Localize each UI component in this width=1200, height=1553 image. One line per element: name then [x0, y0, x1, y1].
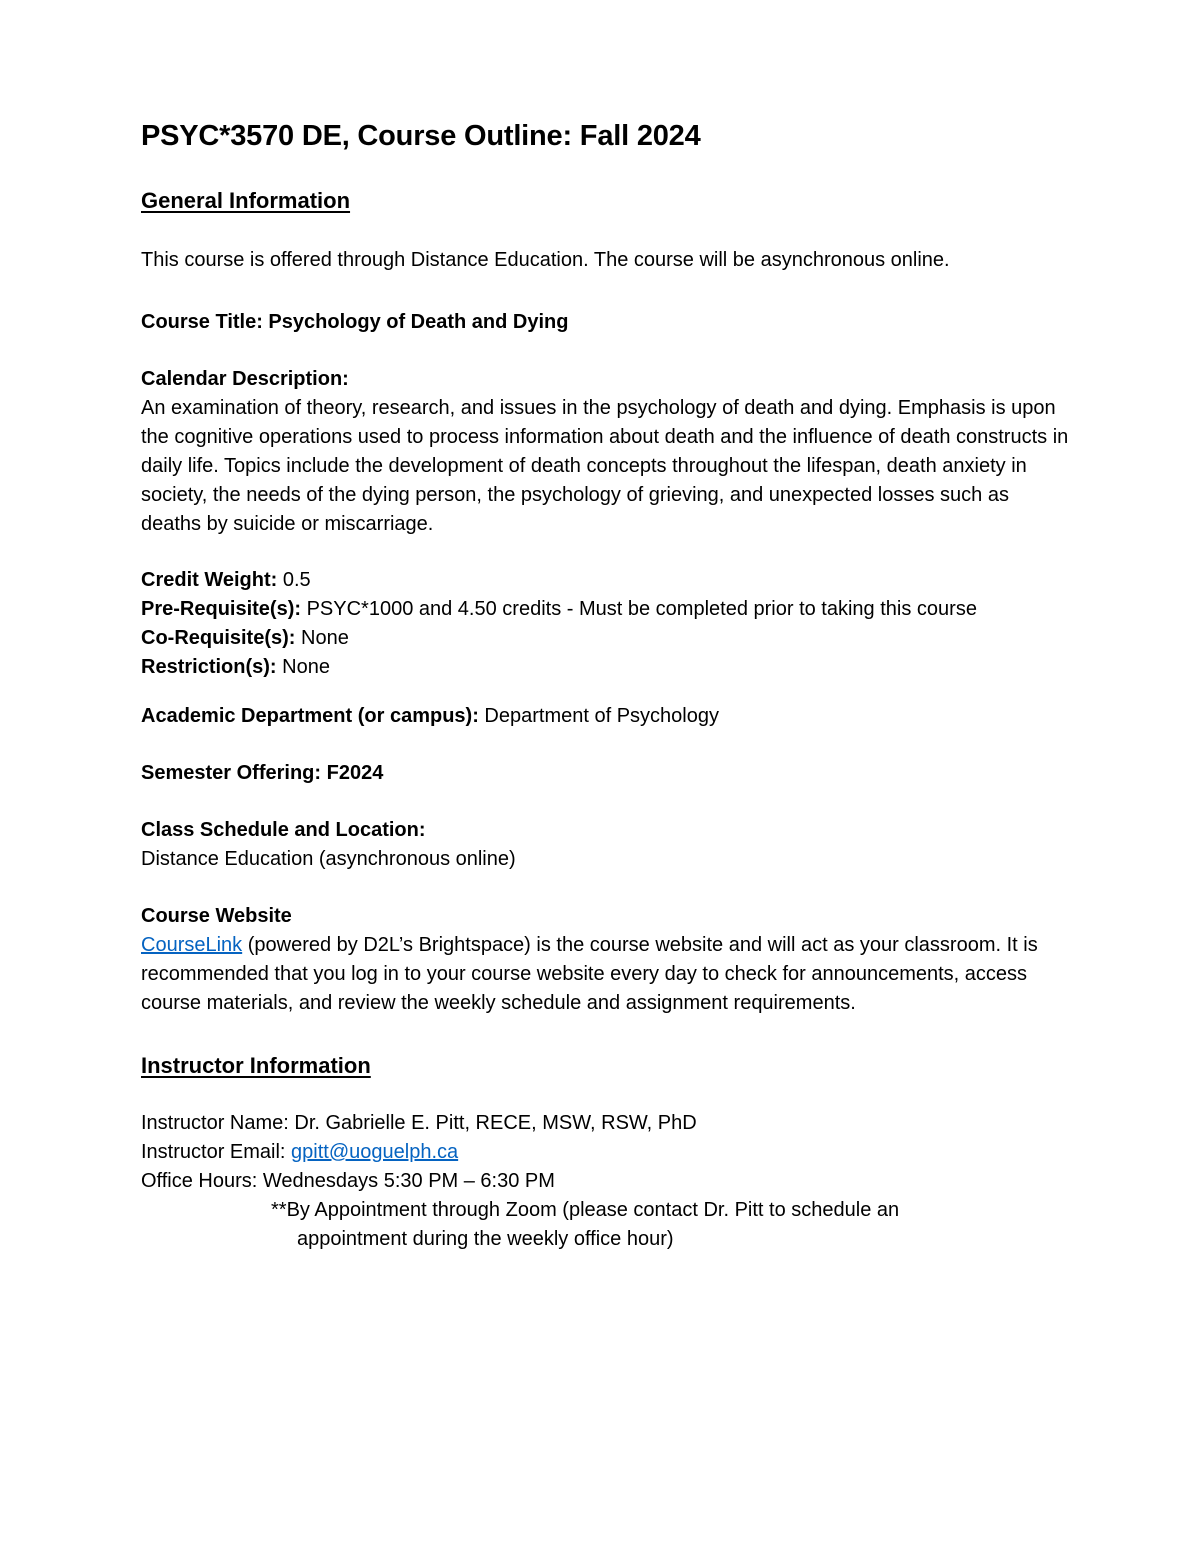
instructor-information-heading: Instructor Information [141, 1053, 371, 1078]
restrictions-value: None [276, 656, 330, 678]
instructor-email-line [141, 1138, 1071, 1167]
instructor-email-label: Instructor Email: [141, 1141, 286, 1163]
calendar-description-text: An examination of theory, research, and issues in the psychology of death and dying. Emphasis is upon the cognitive operations used to process information about death and the influence of death constructs in daily life. Topics include the development of death concepts throughout the lifespan, death anxiety in society, the needs of the dying person, the psychology of grieving, and unexpected losses such as deaths by suicide or miscarriage. [141, 397, 1069, 535]
credit-weight-label: Credit Weight: [141, 569, 278, 591]
courselink-link[interactable]: CourseLink [141, 934, 243, 956]
corequisites-label: Co-Requisite(s): [141, 627, 296, 649]
delivery-intro: This course is offered through Distance Education. The course will be asynchronous online. [141, 249, 950, 271]
document-content [141, 116, 1071, 1254]
instructor-name-label: Instructor Name: [141, 1112, 289, 1134]
instructor-name-value: Dr. Gabrielle E. Pitt, RECE, MSW, RSW, PhD [288, 1112, 697, 1134]
academic-department-line [141, 702, 1071, 731]
academic-department-value: Department of Psychology [478, 705, 719, 727]
appointment-note [141, 1196, 1071, 1254]
appointment-note-line-1: **By Appointment through Zoom (please contact Dr. Pitt to schedule an [271, 1199, 900, 1221]
academic-department-label: Academic Department (or campus): [141, 705, 479, 727]
course-title-line [141, 308, 1071, 337]
course-website-text [141, 931, 1071, 1018]
course-title-label: Course Title: [141, 311, 263, 333]
semester-offering-line [141, 759, 1071, 788]
prerequisites-label: Pre-Requisite(s): [141, 598, 302, 620]
general-information-heading: General Information [141, 188, 351, 213]
credit-weight-value: 0.5 [277, 569, 311, 591]
course-title-value: Psychology of Death and Dying [262, 311, 569, 333]
prerequisites-value: PSYC*1000 and 4.50 credits - Must be completed prior to taking this course [301, 598, 977, 620]
class-schedule-value: Distance Education (asynchronous online) [141, 848, 516, 870]
appointment-note-line-2: appointment during the weekly office hour) [297, 1228, 674, 1250]
corequisites-line [141, 624, 1071, 653]
semester-offering-label: Semester Offering: [141, 762, 322, 784]
semester-offering-value: F2024 [321, 762, 384, 784]
instructor-name-line [141, 1109, 1071, 1138]
restrictions-line [141, 653, 1071, 682]
office-hours-value: Wednesdays 5:30 PM – 6:30 PM [257, 1170, 555, 1192]
office-hours-line [141, 1167, 1071, 1196]
prerequisites-line [141, 595, 1071, 624]
instructor-email-link[interactable]: gpitt@uoguelph.ca [291, 1141, 459, 1163]
class-schedule-label: Class Schedule and Location: [141, 819, 426, 841]
credit-weight-line [141, 566, 1071, 595]
office-hours-label: Office Hours: [141, 1170, 258, 1192]
page-title: PSYC*3570 DE, Course Outline: Fall 2024 [141, 120, 701, 152]
restrictions-label: Restriction(s): [141, 656, 277, 678]
corequisites-value: None [295, 627, 349, 649]
calendar-description-label: Calendar Description: [141, 368, 349, 390]
course-website-description: (powered by D2L’s Brightspace) is the course website and will act as your classroom. It is recommended that you log in to your course website every day to check for announcements, access course materials, and review the weekly schedule and assignment requirements. [141, 934, 1038, 1014]
course-website-label: Course Website [141, 905, 292, 927]
